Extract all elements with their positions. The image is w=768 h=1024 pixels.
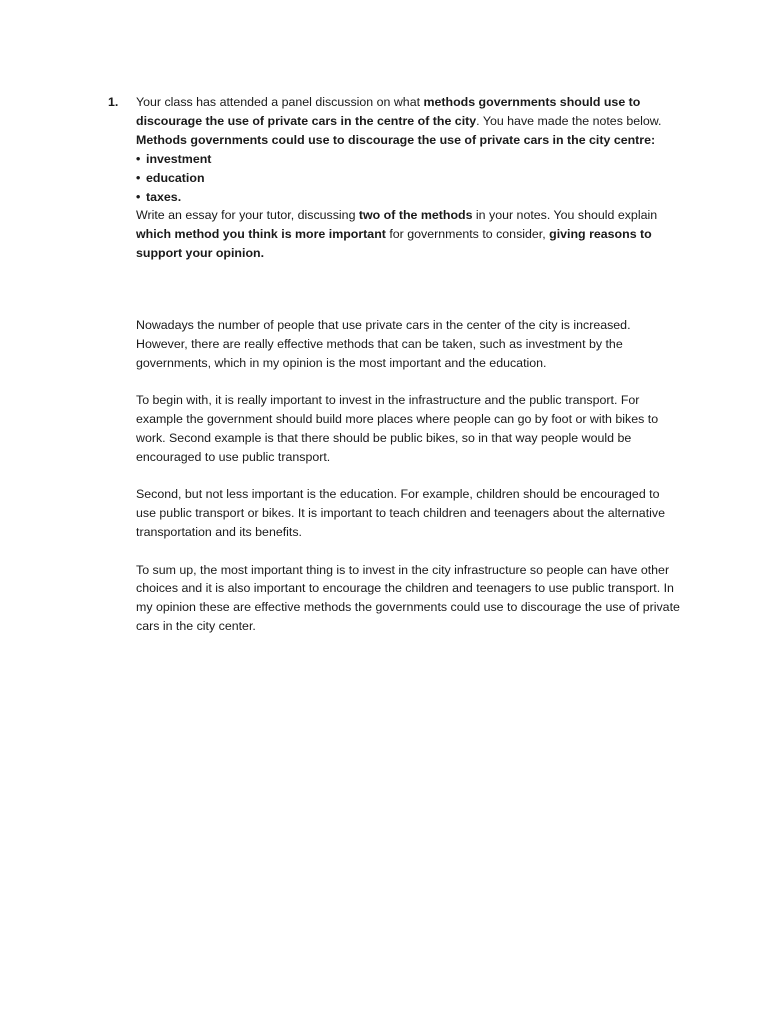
notes-heading: Methods governments could use to discourage the use of private cars in the city centre: (136, 132, 656, 147)
task-intro-part-1: Your class has attended a panel discussion on what (136, 95, 424, 109)
notes-item-text: investment (146, 151, 212, 166)
notes-list-item (136, 150, 668, 169)
task-prompt (108, 93, 668, 263)
notes-list (136, 150, 668, 207)
bullet-icon: • (136, 189, 141, 204)
instr-emphasis: which method you think is more important (136, 227, 386, 242)
bullet-icon: • (136, 151, 141, 166)
instr-part: for governments to consider, (385, 227, 550, 242)
essay-paragraph: Second, but not less important is the education. For example, children should be encouraged to use public transport or bikes. It is important to teach children and teenagers about the alternative transportation and its benefits. (136, 487, 665, 540)
task-intro-part-3: . You have made the notes below. (476, 113, 662, 128)
instr-emphasis: two of the methods (358, 208, 473, 223)
task-instructions (136, 206, 668, 263)
instr-part: Write an essay for your tutor, discussing (136, 208, 359, 223)
task-intro-topic: methods governments should use to discourage the use of private cars in the centre of the city (136, 95, 641, 128)
bullet-icon: • (136, 170, 141, 185)
notes-list-item (136, 169, 668, 188)
essay-body (136, 316, 681, 655)
task-intro (136, 93, 668, 131)
task-number: 1. (108, 95, 119, 109)
notes-list-item (136, 188, 668, 207)
essay-paragraph: To begin with, it is really important to invest in the infrastructure and the public transport. For example the government should build more places where people can go by foot or with bikes to work. Second example is that there should be public bikes, so in that way people would be encouraged to use public transport. (136, 393, 659, 464)
instr-part: in your notes. You should explain (472, 208, 658, 223)
essay-paragraph: To sum up, the most important thing is to invest in the city infrastructure so people can have other choices and it is also important to encourage the children and teenagers to use public transport. In my opinion these are effective methods the governments could use to discourage the use of private cars in the city center. (136, 562, 680, 634)
essay-paragraph: Nowadays the number of people that use private cars in the center of the city is increased. However, there are really effective methods that can be taken, such as investment by the governments, which in my opinion is the most important and the education. (136, 318, 631, 370)
notes-item-text: education (146, 170, 205, 185)
task-body (136, 93, 668, 263)
instr-emphasis: giving reasons to support your opinion. (136, 227, 652, 261)
notes-item-text: taxes. (146, 189, 182, 204)
